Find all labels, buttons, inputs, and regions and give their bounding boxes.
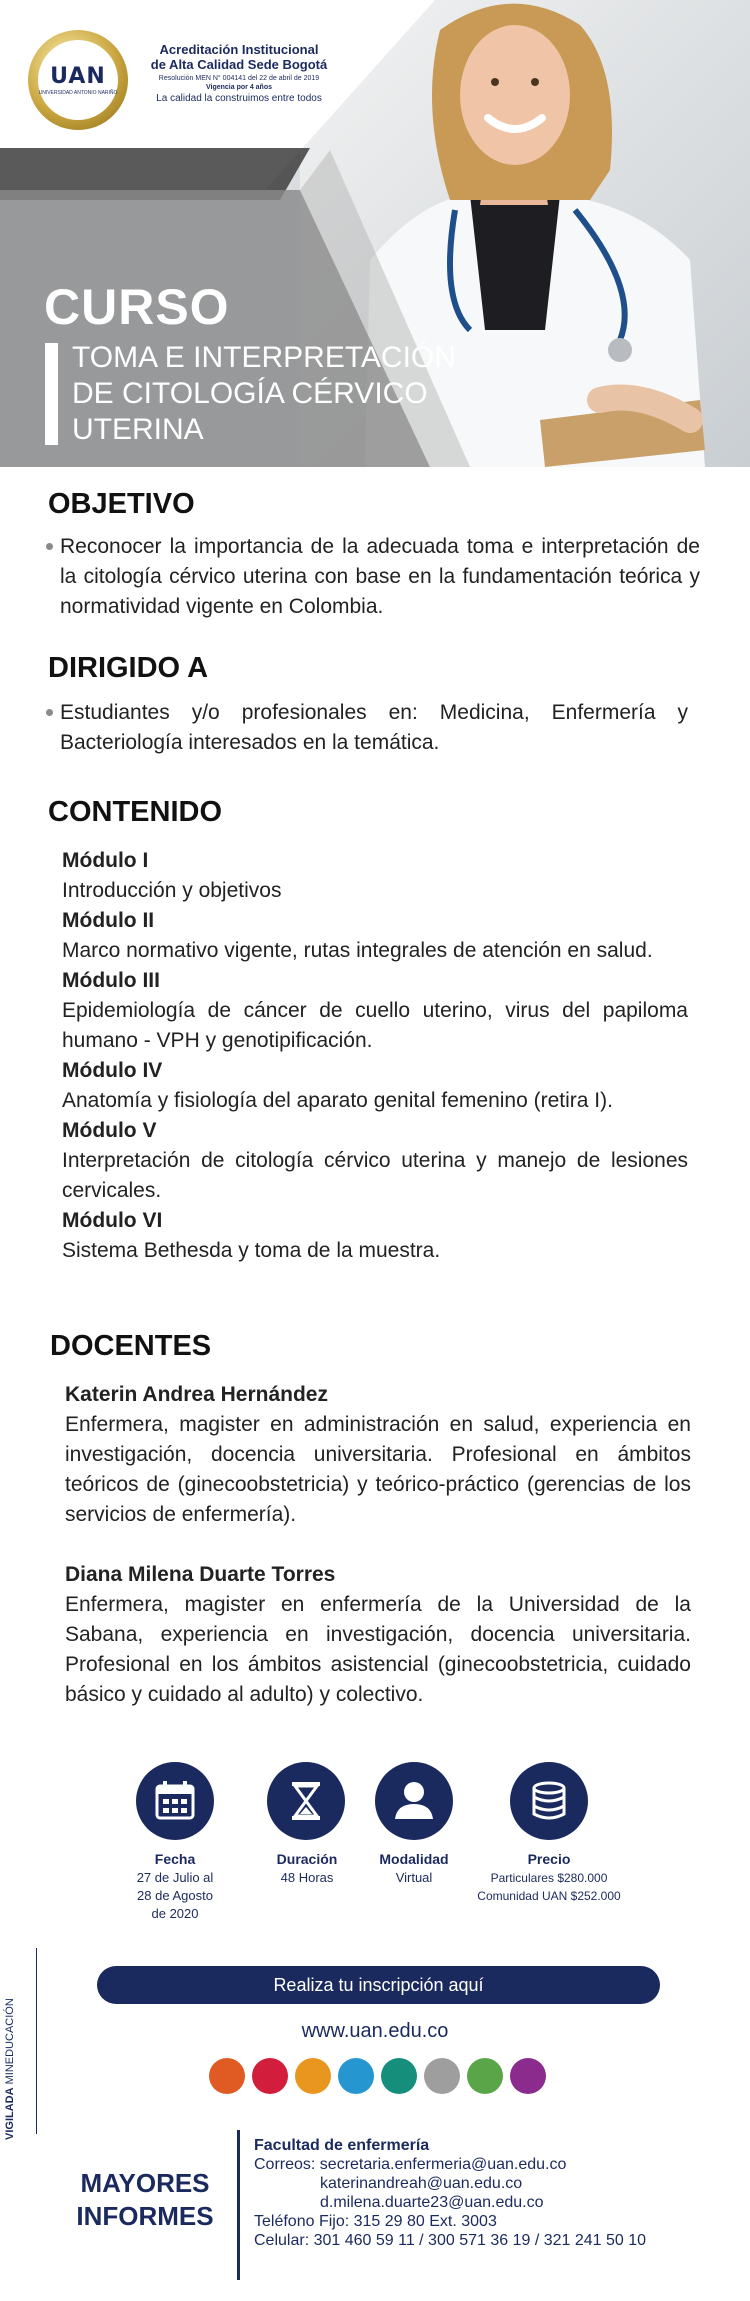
color-dot — [467, 2058, 503, 2094]
course-title — [72, 340, 492, 448]
module-title: Módulo VI — [62, 1209, 163, 1232]
module-title: Módulo II — [62, 909, 155, 932]
accreditation-block — [124, 42, 354, 104]
fecha-line: 28 de Agosto — [137, 1888, 213, 1903]
uan-logo — [28, 30, 128, 130]
vigilada-divider — [36, 1948, 37, 2134]
logo-text: UAN — [50, 64, 106, 89]
vigilada-bold: VIGILADA — [4, 2087, 16, 2140]
color-dot — [424, 2058, 460, 2094]
title-accent-bar — [45, 343, 58, 445]
docentes-heading: DOCENTES — [50, 1330, 212, 1362]
contenido-heading: CONTENIDO — [48, 796, 222, 828]
email-tertiary[interactable]: d.milena.duarte23@uan.edu.co — [320, 2194, 544, 2211]
color-dot — [252, 2058, 288, 2094]
hourglass-icon — [267, 1762, 345, 1840]
precio-value — [459, 1869, 639, 1905]
module-text: Marco normativo vigente, rutas integrales de atención en salud. — [62, 939, 653, 962]
vigilada-rest: MINEDUCACIÓN — [4, 1998, 16, 2088]
docente-name: Katerin Andrea Hernández — [65, 1383, 328, 1406]
module-text: Introducción y objetivos — [62, 879, 282, 902]
email-secondary[interactable]: katerinandreah@uan.edu.co — [320, 2175, 523, 2192]
course-title-line-1: TOMA E INTERPRETACIÓN — [72, 341, 456, 374]
accreditation-validity: Vigencia por 4 años — [205, 84, 272, 91]
phone-mobile: Celular: 301 460 59 11 / 300 571 36 19 / 321 241 50 10 — [254, 2232, 647, 2249]
footer-divider — [237, 2130, 240, 2280]
module-text: Interpretación de citología cérvico uterina y manejo de lesiones cervicales. — [62, 1149, 688, 1202]
accreditation-line-2: de Alta Calidad Sede Bogotá — [150, 57, 328, 72]
dirigido-text: Estudiantes y/o profesionales en: Medicina, Enfermería y Bacteriología interesados en la temática. — [60, 701, 688, 754]
color-dots — [209, 2058, 549, 2098]
docente-name: Diana Milena Duarte Torres — [65, 1563, 336, 1586]
dirigido-heading: DIRIGIDO A — [48, 652, 209, 684]
fecha-line: 27 de Julio al — [136, 1870, 214, 1885]
course-title-line-3: UTERINA — [72, 413, 204, 446]
fecha-label: Fecha — [154, 1851, 196, 1867]
fecha-line: de 2020 — [151, 1906, 199, 1921]
hero-banner — [0, 0, 750, 467]
module-title: Módulo I — [62, 849, 149, 872]
module-title: Módulo IV — [62, 1059, 163, 1082]
dirigido-bullet — [46, 709, 53, 716]
course-title-line-2: DE CITOLOGÍA CÉRVICO — [72, 377, 428, 410]
facultad-name: Facultad de enfermería — [254, 2137, 430, 2154]
coins-icon — [510, 1762, 588, 1840]
accreditation-line-1: Acreditación Institucional — [159, 42, 319, 57]
modalidad-label: Modalidad — [379, 1851, 449, 1867]
logo-subtitle: UNIVERSIDAD ANTONIO NARIÑO — [38, 90, 118, 96]
accreditation-resolution: Resolución MEN N° 004141 del 22 de abril de 2019 — [158, 75, 320, 82]
module-list — [62, 846, 688, 1266]
email-primary[interactable]: Correos: secretaria.enfermeria@uan.edu.co — [254, 2156, 567, 2173]
color-dot — [381, 2058, 417, 2094]
color-dot — [295, 2058, 331, 2094]
color-dot — [510, 2058, 546, 2094]
docentes-list — [65, 1380, 691, 1710]
module-title: Módulo III — [62, 969, 160, 992]
objetivo-text: Reconocer la importancia de la adecuada toma e interpretación de la citología cérvico uterina con base en la fundamentación teórica y normatividad vigente en Colombia. — [60, 535, 700, 618]
mayores-line-1: MAYORES — [80, 2168, 210, 2198]
objetivo-heading: OBJETIVO — [48, 488, 195, 520]
color-dot — [209, 2058, 245, 2094]
inscription-button[interactable]: Realiza tu inscripción aquí — [97, 1966, 660, 2004]
module-text: Sistema Bethesda y toma de la muestra. — [62, 1239, 441, 1262]
duracion-label: Duración — [276, 1851, 338, 1867]
vigilada-label — [4, 2000, 16, 2140]
mayores-informes — [70, 2167, 220, 2233]
person-icon — [375, 1762, 453, 1840]
contact-block — [254, 2136, 646, 2250]
website-link[interactable]: www.uan.edu.co — [301, 2020, 449, 2042]
color-dot — [338, 2058, 374, 2094]
fecha-value — [115, 1869, 235, 1923]
docente-bio: Enfermera, magister en administración en salud, experiencia en investigación, docencia universitaria. Profesional en ámbitos teóricos de (ginecoobstetricia) y teórico-práctico (gerencias de los servicios de enfermería). — [65, 1413, 691, 1526]
phone-landline: Teléfono Fijo: 315 29 80 Ext. 3003 — [254, 2213, 497, 2230]
module-title: Módulo V — [62, 1119, 157, 1142]
accreditation-slogan: La calidad la construimos entre todos — [156, 93, 322, 104]
precio-line: Comunidad UAN $252.000 — [477, 1889, 621, 1903]
precio-line: Particulares $280.000 — [490, 1871, 608, 1885]
mayores-line-2: INFORMES — [76, 2201, 214, 2231]
duracion-value: 48 Horas — [280, 1870, 334, 1885]
module-text: Epidemiología de cáncer de cuello uterino, virus del papiloma humano - VPH y genotipificación. — [62, 999, 688, 1052]
course-label: CURSO — [44, 279, 230, 335]
precio-label: Precio — [527, 1851, 571, 1867]
docente-bio: Enfermera, magister en enfermería de la Universidad de la Sabana, experiencia en investigación, docencia universitaria. Profesional en los ámbitos asistencial (ginecoobstetricia, cuidado básico y cuidado al adulto) y colectivo. — [65, 1593, 691, 1706]
objetivo-bullet — [46, 543, 53, 550]
modalidad-value: Virtual — [395, 1870, 433, 1885]
calendar-icon — [136, 1762, 214, 1840]
module-text: Anatomía y fisiología del aparato genital femenino (retira I). — [62, 1089, 613, 1112]
